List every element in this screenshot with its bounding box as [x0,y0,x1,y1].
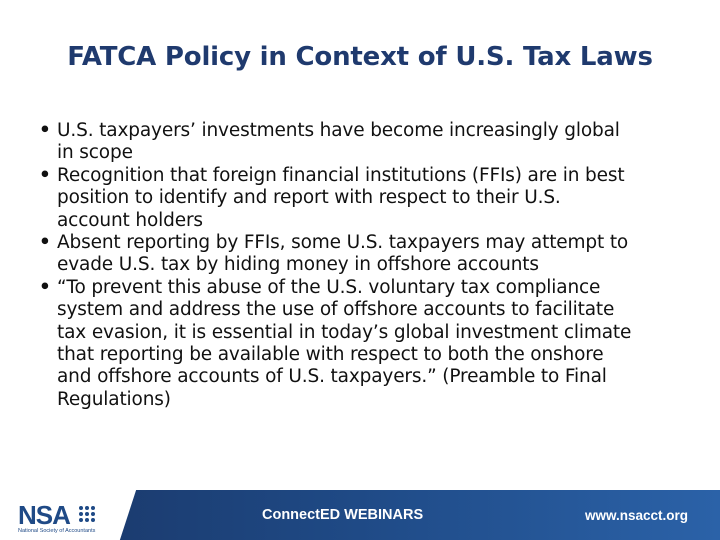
bullet-item [38,277,698,411]
bullet-list [38,120,698,411]
nsa-logo [18,500,108,536]
bullet-line: account holders [57,209,203,231]
bullet-line: evade U.S. tax by hiding money in offshore accounts [57,254,539,276]
bullet-line: Regulations) [57,388,171,410]
website-link[interactable]: www.nsacct.org [584,508,688,523]
bullet-line: system and address the use of offshore accounts to facilitate [57,299,615,321]
bullet-line: position to identify and report with respect to their U.S. [57,187,561,209]
logo-dots-icon [78,505,100,525]
bullet-line: that reporting be available with respect to both the onshore [57,344,604,366]
slide-title: FATCA Policy in Context of U.S. Tax Laws [67,42,653,72]
bullet-line: “To prevent this abuse of the U.S. voluntary tax compliance [57,276,601,298]
bullet-item [38,165,698,232]
bullet-line: in scope [57,142,133,164]
bullet-line: and offshore accounts of U.S. taxpayers.” (Preamble to Final [57,366,607,388]
bullet-line: U.S. taxpayers’ investments have become increasingly global [57,120,620,141]
bullet-symbol: • [39,276,51,298]
bullet-symbol: • [39,120,51,141]
logo-subtext: National Society of Accountants [18,528,96,534]
bullet-symbol: • [39,164,51,186]
program-label: ConnectED WEBINARS [262,507,424,523]
bullet-line: tax evasion, it is essential in today’s global investment climate [57,321,632,343]
bullet-line: Recognition that foreign financial institutions (FFIs) are in best [57,164,625,186]
bullet-item [38,120,698,165]
bullet-line: Absent reporting by FFIs, some U.S. taxpayers may attempt to [57,232,629,254]
bullet-symbol: • [39,232,51,254]
logo-text: NSA [18,500,70,530]
bullet-item [38,232,698,277]
